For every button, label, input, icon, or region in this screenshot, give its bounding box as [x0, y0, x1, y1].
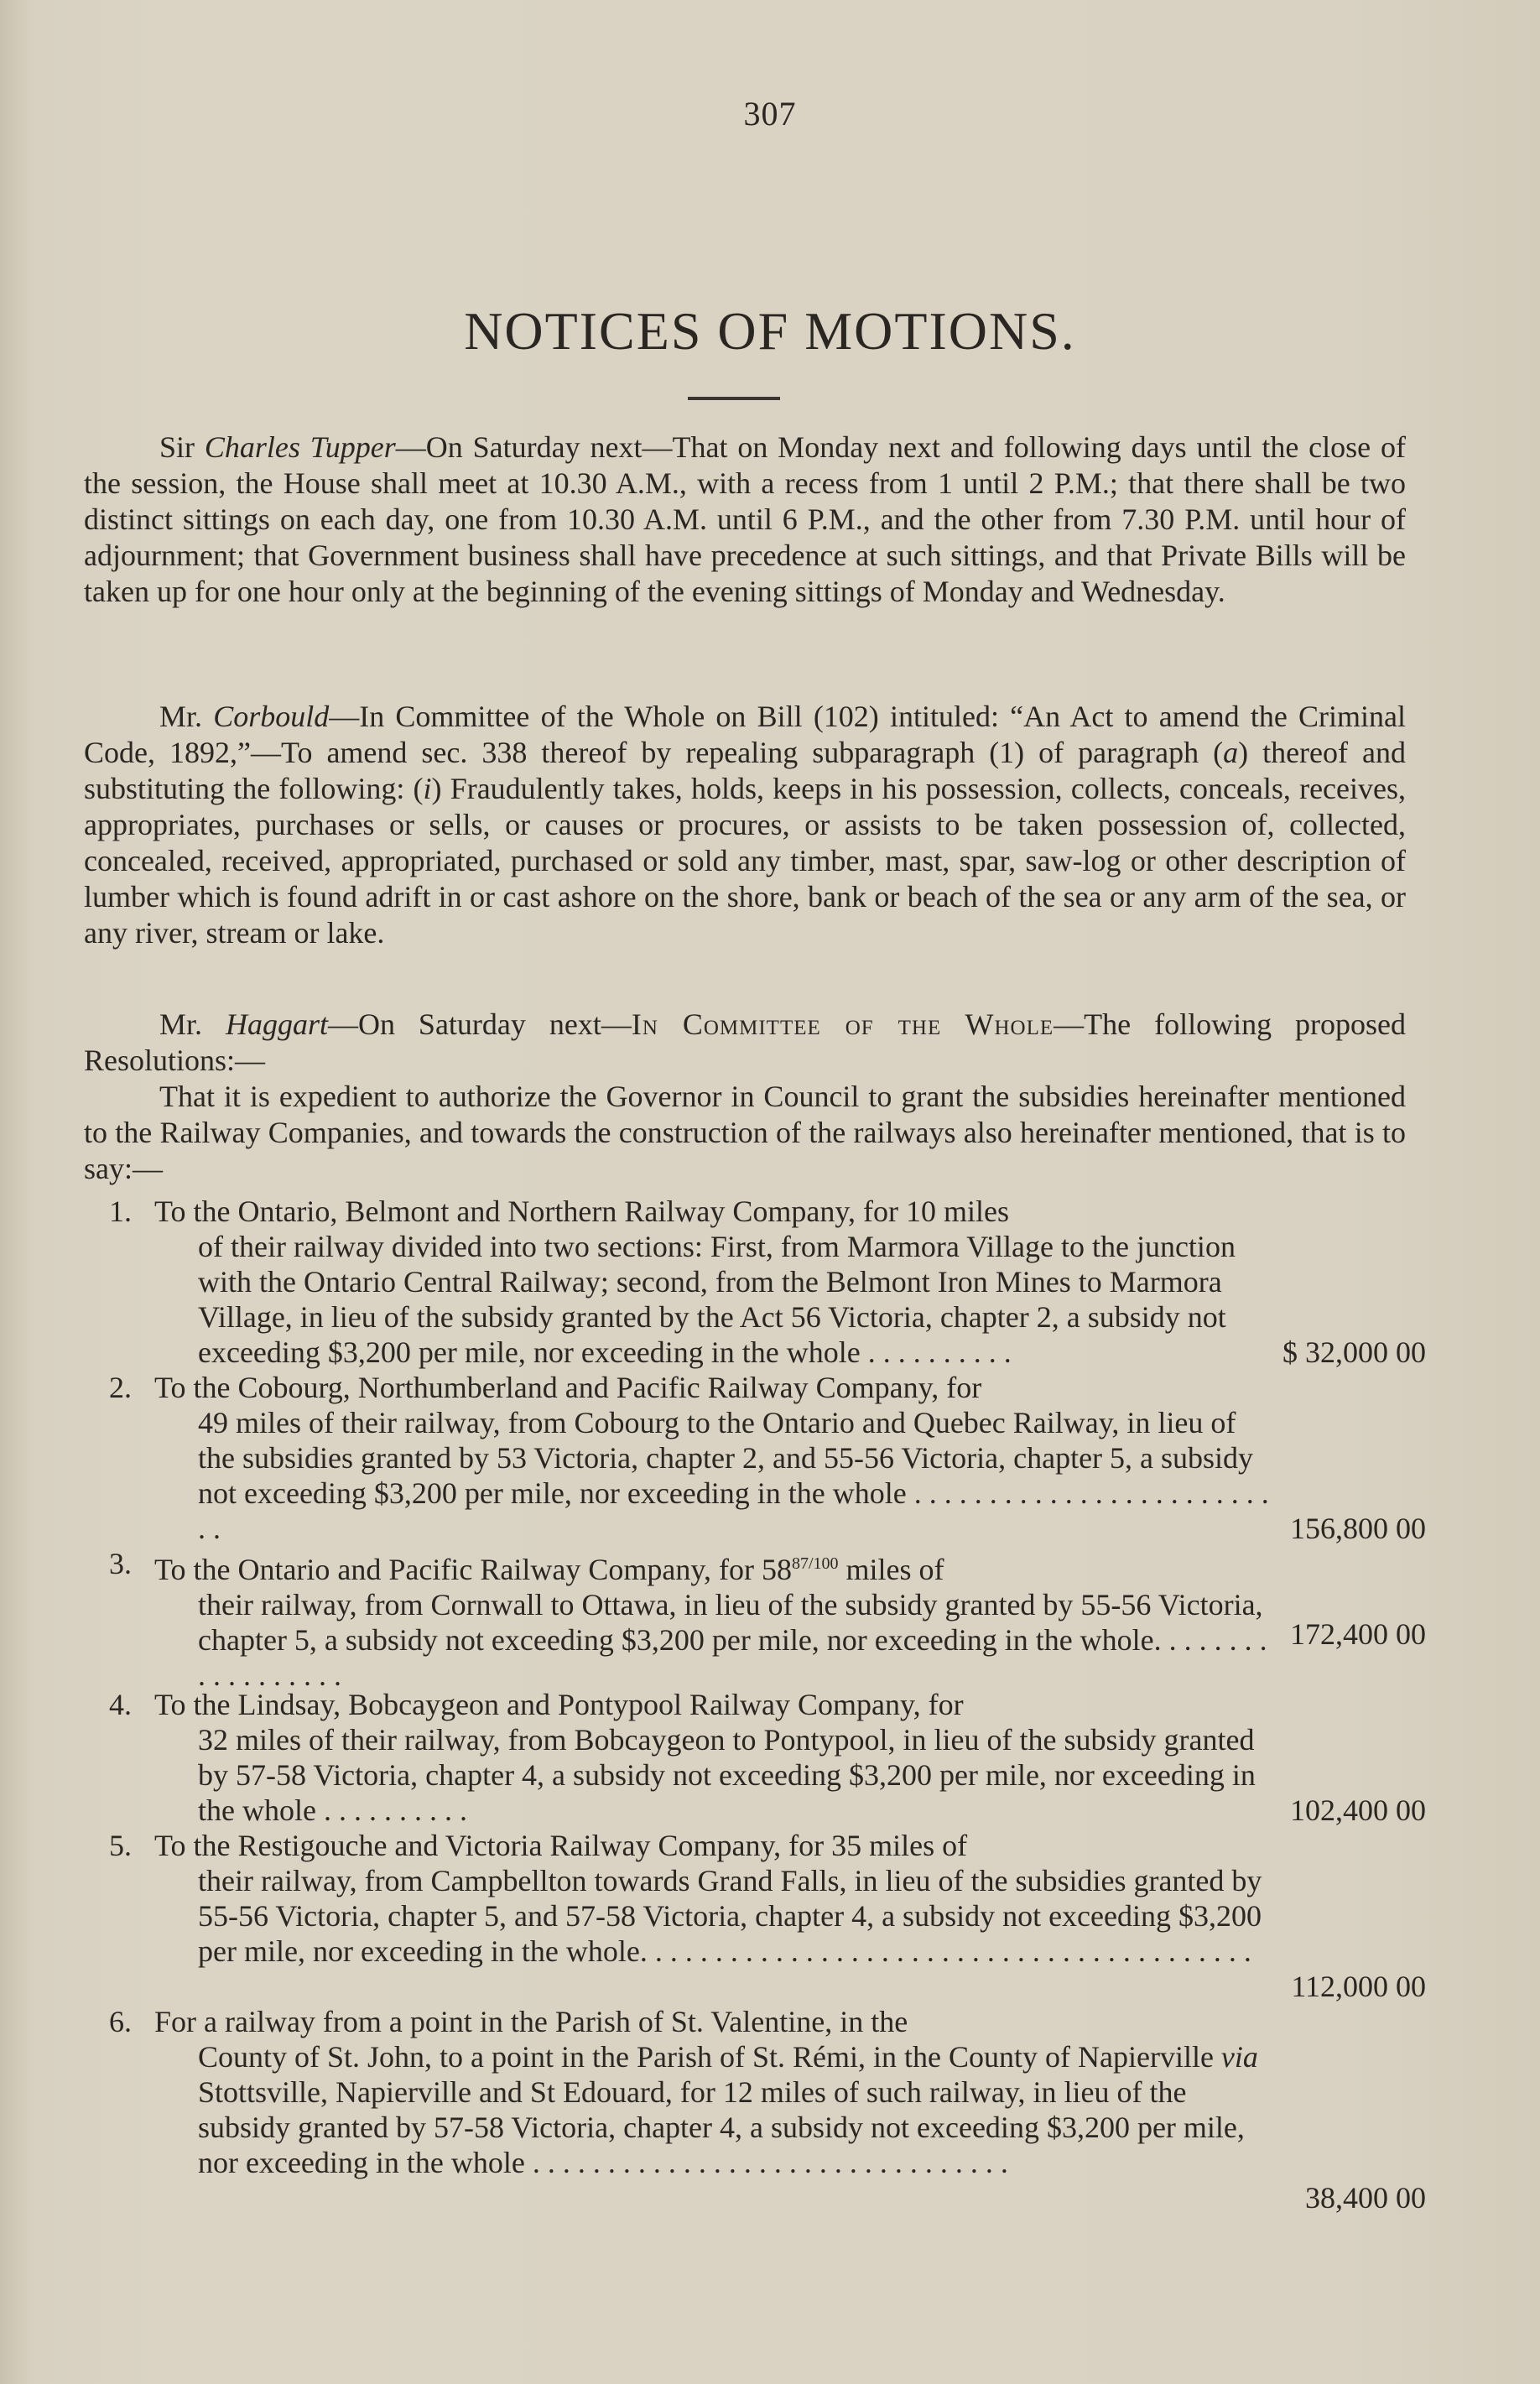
item-amount: 112,000 00: [1291, 1970, 1426, 2003]
member-name: Charles Tupper: [204, 430, 396, 464]
item-text: To the Lindsay, Bobcaygeon and Pontypool Railway Company, for: [154, 1688, 964, 1721]
subsidy-list: [84, 1194, 1426, 2215]
item-amount: $ 32,000 00: [1282, 1335, 1426, 1369]
motion-text: —On Saturday next—: [327, 1007, 632, 1041]
paragraph-letter: a: [1223, 736, 1239, 769]
item-number: 1.: [109, 1195, 132, 1228]
motion-text: ) Fraudulently takes, holds, keeps in his possession, collects, conceals, receives, appropriates, purchases or sells, or causes or procures, or assists to be taken possession of, collected, concealed, received, appropriated, purchased or sold any timber, mast, spar, saw-log or other description of lumber which is found adrift in or cast ashore on the shore, bank or beach of the sea or any arm of the sea, or any river, stream or lake.: [84, 772, 1406, 950]
item-text: To the Restigouche and Victoria Railway Company, for 35 miles of: [154, 1829, 968, 1862]
item-text: To the Ontario and Pacific Railway Company, for 58: [154, 1553, 792, 1586]
list-item: [84, 1194, 1426, 1370]
motion-prefix: Mr.: [159, 1007, 226, 1041]
via-word: via: [1220, 2040, 1258, 2074]
item-number: 6.: [109, 2005, 132, 2038]
motion-tupper: [84, 429, 1406, 610]
list-item: [84, 2004, 1426, 2215]
page-title: NOTICES OF MOTIONS.: [464, 301, 1076, 361]
list-item: [84, 1370, 1426, 1546]
item-amount: 156,800 00: [1290, 1512, 1426, 1545]
item-text: County of St. John, to a point in the Parish of St. Rémi, in the County of Napierville: [198, 2040, 1221, 2074]
list-item: [84, 1828, 1426, 2004]
item-text: To the Cobourg, Northumberland and Pacific Railway Company, for: [154, 1371, 982, 1404]
title-divider: [688, 397, 780, 400]
motion-haggart: [84, 1007, 1406, 1187]
item-text: 49 miles of their railway, from Cobourg to the Ontario and Quebec Railway, in lieu of the subsidies granted by 53 Victoria, chapter 2, and 55-56 Victoria, chapter 5, a subsidy not exceeding $3,200 per mile, nor exceeding in the whole . . . . . . . . . . . . . . . . . . . . . . . . . .: [198, 1406, 1269, 1545]
item-number: 2.: [109, 1371, 132, 1404]
motion-prefix: Sir: [159, 430, 205, 464]
list-item: [84, 1687, 1426, 1828]
motion-text: —The following proposed Resolutions:—: [84, 1007, 1407, 1077]
list-item: [84, 1546, 1426, 1692]
item-text: their railway, from Cornwall to Ottawa, in lieu of the subsidy granted by 55-56 Victoria, chapter 5, a subsidy not exceeding $3,200 per mile, nor exceeding in the whole. . . . . . . . . . . . . . . . . .: [198, 1588, 1267, 1692]
motion-text: —In Committee of the Whole on Bill (102) intituled: “An Act to amend the Criminal Code, 1892,”—To amend sec. 338 thereof by repealing subparagraph (1) of paragraph (: [84, 700, 1406, 769]
member-name: Haggart: [225, 1007, 328, 1041]
item-amount: 102,400 00: [1290, 1793, 1426, 1827]
motion-text: —On Saturday next—That on Monday next and following days until the close of the session, the House shall meet at 10.30 A.M., with a recess from 1 until 2 P.M.; that there shall be two distinct sittings on each day, one from 10.30 A.M. until 6 P.M., and the other from 7.30 P.M. until hour of adjournment; that Government business shall have precedence at such sittings, and that Private Bills will be taken up for one hour only at the beginning of the evening sittings of Monday and Wednesday.: [84, 430, 1406, 608]
member-name: Corbould: [213, 700, 330, 733]
page-number: 307: [743, 95, 797, 133]
item-number: 5.: [109, 1829, 132, 1862]
item-text: Stottsville, Napierville and St Edouard, for 12 miles of such railway, in lieu of the subsidy granted by 57-58 Victoria, chapter 4, a subsidy not exceeding $3,200 per mile, nor exceeding in the whole . . . . . . . . . . . . . . . . . . . . . . . . . . . . . . . .: [198, 2075, 1245, 2179]
item-text: miles of: [838, 1553, 944, 1586]
item-amount: 172,400 00: [1290, 1617, 1426, 1651]
item-text: 32 miles of their railway, from Bobcaygeon to Pontypool, in lieu of the subsidy granted by 57-58 Victoria, chapter 4, a subsidy not exceeding $3,200 per mile, nor exceeding in the whole . . . . . . . . . .: [198, 1723, 1256, 1827]
item-text: their railway, from Campbellton towards Grand Falls, in lieu of the subsidies granted by 55-56 Victoria, chapter 5, and 57-58 Victoria, chapter 4, a subsidy not exceeding $3,200 per mile, nor exceeding in the whole. . . . . . . . . . . . . . . . . . . . . . . . . . . . . . . . . . . . . . . . .: [198, 1864, 1262, 1968]
motion-corbould: [84, 699, 1406, 951]
subparagraph-letter: i: [423, 772, 432, 805]
item-number: 4.: [109, 1688, 132, 1721]
resolution-text: That it is expedient to authorize the Governor in Council to grant the subsidies hereinafter mentioned to the Railway Companies, and towards the construction of the railways also hereinafter mentioned, that is to say:—: [84, 1080, 1406, 1185]
item-number: 3.: [109, 1547, 132, 1580]
motion-text: ) thereof and substituting the following: (: [84, 736, 1406, 805]
fraction: 87/100: [791, 1554, 839, 1573]
item-text: of their railway divided into two sections: First, from Marmora Village to the junction with the Ontario Central Railway; second, from the Belmont Iron Mines to Marmora Village, in lieu of the subsidy granted by the Act 56 Victoria, chapter 2, a subsidy not exceeding $3,200 per mile, nor exceeding in the whole . . . . . . . . . .: [198, 1230, 1236, 1369]
item-text: To the Ontario, Belmont and Northern Railway Company, for 10 miles: [154, 1195, 1009, 1228]
item-amount: 38,400 00: [1305, 2181, 1426, 2215]
committee-label: In Committee of the Whole: [631, 1007, 1054, 1041]
motion-prefix: Mr.: [159, 700, 214, 733]
item-text: For a railway from a point in the Parish of St. Valentine, in the: [154, 2005, 908, 2038]
